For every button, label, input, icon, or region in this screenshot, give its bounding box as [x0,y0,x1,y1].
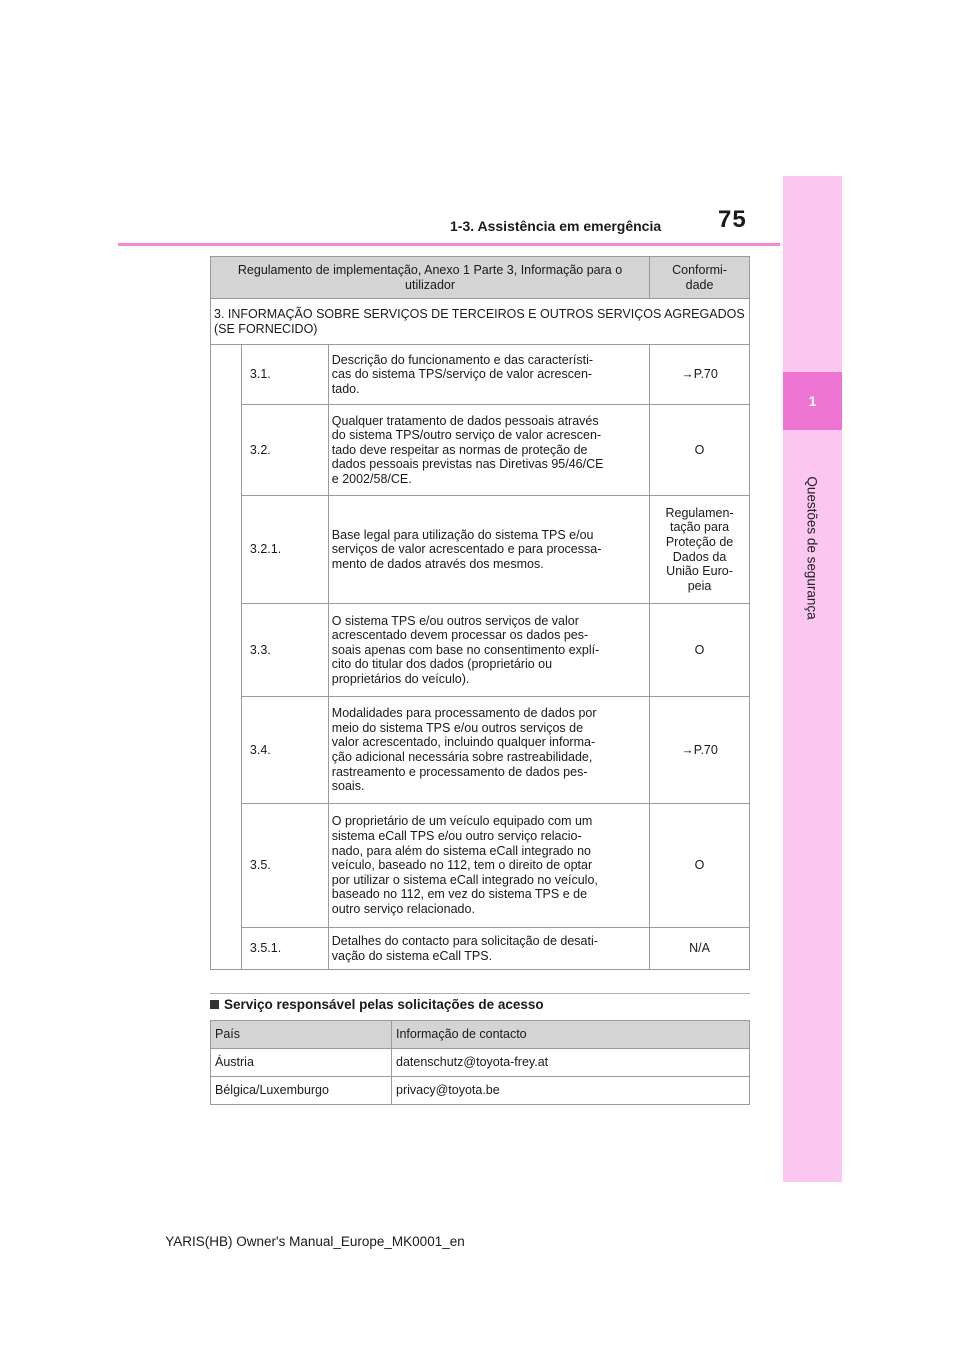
item-description: Detalhes do contacto para solicitação de desati- vação do sistema eCall TPS. [328,928,649,970]
item-number: 3.5.1. [241,928,328,970]
chapter-number: 1 [783,372,842,430]
contact-heading-text: Serviço responsável pelas solicitações de acesso [224,997,544,1012]
item-description: Qualquer tratamento de dados pessoais através do sistema TPS/outro serviço de valor acrescen- tado deve respeitar as normas de proteção de dados pessoais previstas nas Diretivas 95/46/CE e 2002/58/CE. [328,405,649,496]
item-conformity: →P.70 [650,345,750,405]
item-number: 3.5. [241,804,328,928]
side-tab [783,176,842,1182]
item-conformity: O [650,804,750,928]
table-row [211,1077,750,1105]
table-header-row [211,257,750,299]
item-number: 3.2. [241,405,328,496]
country-column-header: País [211,1021,392,1049]
table-row [211,496,750,604]
item-description: Descrição do funcionamento e das característi- cas do sistema TPS/serviço de valor acrescen- tado. [328,345,649,405]
regulation-table [210,256,750,970]
item-number: 3.4. [241,697,328,804]
contact-section-heading [210,997,544,1012]
contact-header-row [211,1021,750,1049]
item-conformity: O [650,604,750,697]
item-conformity: Regulamen- tação para Proteção de Dados da União Euro- peia [650,496,750,604]
indent-cell [211,345,242,970]
country-cell: Bélgica/Luxemburgo [211,1077,392,1105]
item-description: Modalidades para processamento de dados por meio do sistema TPS e/ou outros serviços de valor acrescentado, incluindo qualquer informa- ção adicional necessária sobre rastreabilidade, rastreamento e processamento de dados pes- soais. [328,697,649,804]
table-row [211,697,750,804]
section-row [211,299,750,345]
item-conformity: →P.70 [650,697,750,804]
item-conformity: O [650,405,750,496]
table-row [211,928,750,970]
item-description: Base legal para utilização do sistema TPS e/ou serviços de valor acrescentado e para processa- mento de dados através dos mesmos. [328,496,649,604]
item-conformity: N/A [650,928,750,970]
table-row [211,1049,750,1077]
contact-email: privacy@toyota.be [392,1077,750,1105]
contact-table [210,1020,750,1105]
item-number: 3.3. [241,604,328,697]
contact-email: datenschutz@toyota-frey.at [392,1049,750,1077]
country-cell: Áustria [211,1049,392,1077]
table-row [211,345,750,405]
conformity-header-text: Conformi- dade [672,262,727,292]
contact-column-header: Informação de contacto [392,1021,750,1049]
header-divider [118,243,780,246]
item-number: 3.1. [241,345,328,405]
square-bullet-icon [210,1000,219,1009]
table-row [211,604,750,697]
regulation-column-header: Regulamento de implementação, Anexo 1 Parte 3, Informação para o utilizador [211,257,650,299]
page-number: 75 [718,206,747,233]
manual-footer: YARIS(HB) Owner's Manual_Europe_MK0001_en [165,1234,465,1249]
item-description: O proprietário de um veículo equipado com um sistema eCall TPS e/ou outro serviço relacio- nado, para além do sistema eCall integrado no veículo, baseado no 112, tem o direito de optar por utilizar o sistema eCall integrado no veículo, baseado no 112, em vez do sistema TPS e de outro serviço relacionado. [328,804,649,928]
chapter-label: Questões de segurança [804,476,820,620]
conformity-column-header [650,257,750,299]
table-row [211,804,750,928]
item-number: 3.2.1. [241,496,328,604]
section-title: 1-3. Assistência em emergência [450,218,662,234]
section-heading: 3. INFORMAÇÃO SOBRE SERVIÇOS DE TERCEIROS E OUTROS SERVIÇOS AGREGADOS (SE FORNECIDO) [211,299,750,345]
section-divider [210,993,750,994]
item-description: O sistema TPS e/ou outros serviços de valor acrescentado devem processar os dados pes- soais apenas com base no consentimento explí- cito do titular dos dados (proprietário ou proprietários do veículo). [328,604,649,697]
table-row [211,405,750,496]
